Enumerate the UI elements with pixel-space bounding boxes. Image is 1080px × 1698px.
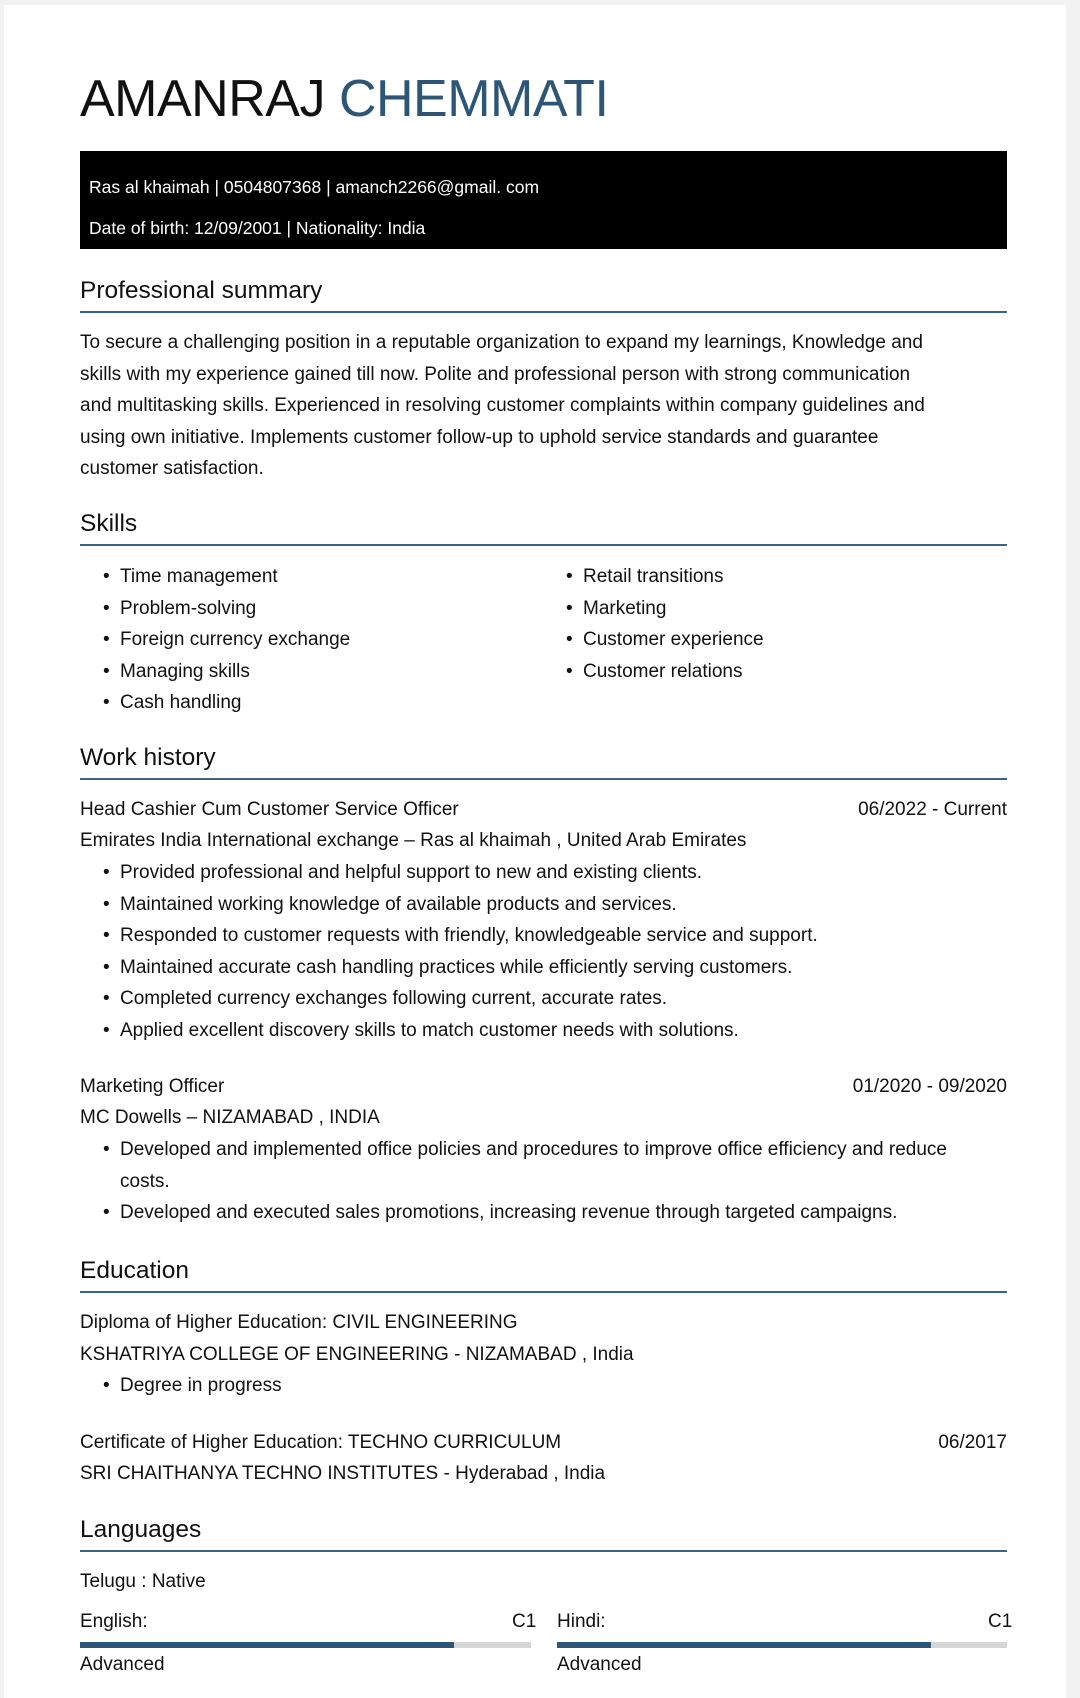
job-bullet: • Applied excellent discovery skills to match customer needs with solutions. bbox=[80, 1015, 1007, 1047]
job-bullet: • Completed currency exchanges following current, accurate rates. bbox=[80, 983, 1007, 1015]
job-dates: 01/2020 - 09/2020 bbox=[852, 1076, 1007, 1097]
summary-line: customer satisfaction. bbox=[80, 458, 264, 479]
proficiency-fill bbox=[557, 1642, 931, 1648]
skills-list-right bbox=[543, 561, 1003, 687]
education-note: • Degree in progress bbox=[80, 1370, 1007, 1402]
skill-item: • Problem-solving bbox=[80, 593, 540, 625]
language-level-label: Advanced bbox=[557, 1654, 642, 1675]
summary-line: using own initiative. Implements customer follow-up to uphold service standards and guarantee bbox=[80, 426, 879, 448]
skill-item: • Cash handling bbox=[80, 687, 540, 719]
summary-line: and multitasking skills. Experienced in resolving customer complaints within company guidelines and bbox=[80, 395, 925, 416]
contact-line-address: Ras al khaimah | 0504807368 | amanch2266@gmail. com bbox=[89, 177, 540, 197]
education-school: KSHATRIYA COLLEGE OF ENGINEERING - NIZAMABAD , India bbox=[80, 1344, 634, 1365]
section-title-skills: Skills bbox=[80, 508, 1007, 546]
education-school: SRI CHAITHANYA TECHNO INSTITUTES - Hyderabad , India bbox=[80, 1463, 606, 1484]
section-title-work: Work history bbox=[80, 742, 1007, 780]
job-bullet: • Maintained working knowledge of available products and services. bbox=[80, 889, 1007, 921]
language-level-label: Advanced bbox=[80, 1654, 165, 1675]
skill-item: • Customer relations bbox=[543, 656, 1003, 688]
skill-item: • Retail transitions bbox=[543, 561, 1003, 593]
job-bullets bbox=[80, 857, 1007, 1046]
contact-line-personal: Date of birth: 12/09/2001 | Nationality: India bbox=[89, 218, 426, 238]
language-level: C1 bbox=[512, 1611, 537, 1632]
proficiency-fill bbox=[80, 1642, 454, 1648]
section-title-languages: Languages bbox=[80, 1514, 1007, 1552]
summary-text bbox=[80, 327, 1007, 485]
education-notes bbox=[80, 1370, 1007, 1402]
first-name: AMANRAJ bbox=[80, 70, 325, 128]
job-bullet: • Maintained accurate cash handling practices while efficiently serving customers. bbox=[80, 952, 1007, 984]
education-date: 06/2017 bbox=[938, 1432, 1007, 1453]
contact-block bbox=[80, 151, 1007, 249]
proficiency-bar bbox=[80, 1642, 531, 1648]
language-name: Hindi: bbox=[557, 1611, 606, 1632]
skills-list-left bbox=[80, 561, 540, 719]
job-bullet: • Developed and executed sales promotions, increasing revenue through targeted campaigns. bbox=[80, 1197, 960, 1229]
job-bullets bbox=[80, 1134, 960, 1229]
summary-line: skills with my experience gained till now. Polite and professional person with strong communication bbox=[80, 363, 911, 385]
job-title: Marketing Officer bbox=[80, 1076, 225, 1097]
skill-item: • Managing skills bbox=[80, 656, 540, 688]
job-bullet: • Developed and implemented office policies and procedures to improve office efficiency and reduce costs. bbox=[80, 1134, 960, 1197]
skill-item: • Customer experience bbox=[543, 624, 1003, 656]
last-name: CHEMMATI bbox=[338, 70, 609, 128]
resume-page bbox=[4, 5, 1066, 1698]
language-name: English: bbox=[80, 1611, 148, 1632]
skill-item: • Foreign currency exchange bbox=[80, 624, 540, 656]
job-title: Head Cashier Cum Customer Service Officer bbox=[80, 799, 459, 820]
job-bullet: • Provided professional and helpful support to new and existing clients. bbox=[80, 857, 1007, 889]
section-title-education: Education bbox=[80, 1255, 1007, 1293]
summary-line: To secure a challenging position in a reputable organization to expand my learnings, Knowledge and bbox=[80, 332, 923, 353]
job-bullet: • Responded to customer requests with friendly, knowledgeable service and support. bbox=[80, 920, 1007, 952]
skill-item: • Marketing bbox=[543, 593, 1003, 625]
language-native: Telugu : Native bbox=[80, 1571, 206, 1592]
job-company: MC Dowells – NIZAMABAD , INDIA bbox=[80, 1107, 380, 1128]
education-degree: Diploma of Higher Education: CIVIL ENGINEERING bbox=[80, 1312, 518, 1333]
skill-item: • Time management bbox=[80, 561, 540, 593]
language-level: C1 bbox=[988, 1611, 1013, 1632]
section-title-summary: Professional summary bbox=[80, 275, 1007, 313]
job-dates: 06/2022 - Current bbox=[858, 799, 1007, 820]
education-degree: Certificate of Higher Education: TECHNO CURRICULUM bbox=[80, 1432, 562, 1453]
candidate-name bbox=[80, 67, 608, 131]
proficiency-bar bbox=[557, 1642, 1007, 1648]
job-company: Emirates India International exchange – Ras al khaimah , United Arab Emirates bbox=[80, 830, 747, 851]
